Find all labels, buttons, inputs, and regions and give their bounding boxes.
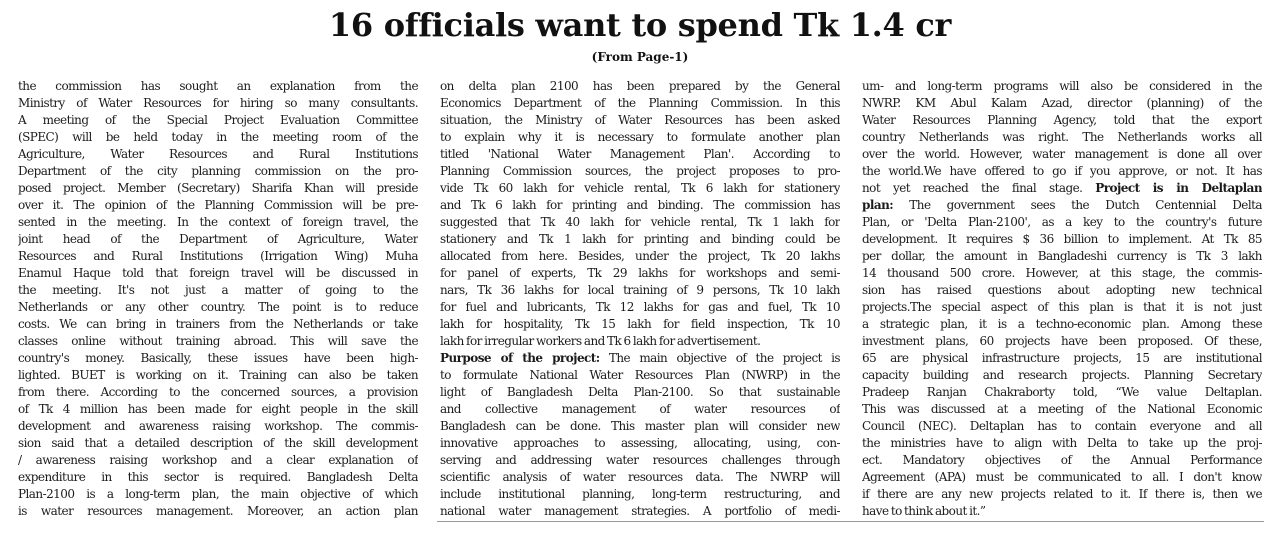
text-line: from there. According to the concerned sources, a provision xyxy=(18,385,418,399)
text-line: a strategic plan, it is a techno-economic plan. Among these xyxy=(862,317,1262,331)
text-line: Department of the city planning commission on the pro- xyxy=(18,164,418,178)
text-line: the ministries have to align with Delta to take up the proj- xyxy=(862,436,1262,450)
text-line: allocated from here. Besides, under the project, Tk 20 lakhs xyxy=(440,249,840,263)
text-line: capacity building and research projects. Planning Secretary xyxy=(862,368,1262,382)
text-line: sion said that a detailed description of the skill development xyxy=(18,436,418,450)
article-column-3 xyxy=(862,78,1262,520)
text-line: posed project. Member (Secretary) Sharifa Khan will preside xyxy=(18,181,418,195)
text-line: Planning Commission sources, the project proposes to pro- xyxy=(440,164,840,178)
text-line: for panel of experts, Tk 29 lakhs for workshops and semi- xyxy=(440,266,840,280)
subheading-deltaplan-cont: plan: xyxy=(862,198,894,212)
text-line: vide Tk 60 lakh for vehicle rental, Tk 6 lakh for stationery xyxy=(440,181,840,195)
text-line: per dollar, the amount in Bangladeshi currency is Tk 3 lakh xyxy=(862,249,1262,263)
text-line: joint head of the Department of Agriculture, Water xyxy=(18,232,418,246)
text-line: expenditure in this sector is required. Bangladesh Delta xyxy=(18,470,418,484)
text-line: investment plans, 60 projects have been proposed. Of these, xyxy=(862,334,1262,348)
text-line: national water management strategies. A portfolio of medi- xyxy=(440,504,840,518)
text-line: Plan-2100 is a long-term plan, the main objective of which xyxy=(18,487,418,501)
continuation-note: (From Page-1) xyxy=(591,50,689,64)
text-line: over it. The opinion of the Planning Commission will be pre- xyxy=(18,198,418,212)
text-line: Bangladesh can be done. This master plan will consider new xyxy=(440,419,840,433)
text-line xyxy=(862,180,1262,197)
text-line: of Tk 4 million has been made for eight people in the skill xyxy=(18,402,418,416)
text-line: serving and addressing water resources challenges through xyxy=(440,453,840,467)
text-line: Plan, or 'Delta Plan-2100', as a key to the country's future xyxy=(862,215,1262,229)
text-line: Netherlands or any other country. The point is to reduce xyxy=(18,300,418,314)
text-line: if there are any new projects related to it. If there is, then we xyxy=(862,487,1262,501)
text-line: have to think about it.” xyxy=(862,504,986,518)
headline: 16 officials want to spend Tk 1.4 cr xyxy=(328,6,952,44)
text-line: lakh for irregular workers and Tk 6 lakh for advertisement. xyxy=(440,334,761,348)
text-line: for fuel and lubricants, Tk 12 lakhs for gas and fuel, Tk 10 xyxy=(440,300,840,314)
text-line: Pradeep Ranjan Chakraborty told, “We value Deltaplan. xyxy=(862,385,1262,399)
text-line: on delta plan 2100 has been prepared by the General xyxy=(440,79,840,93)
text-line: Water Resources Planning Agency, told that the export xyxy=(862,113,1262,127)
text-line: NWRP. KM Abul Kalam Azad, director (planning) of the xyxy=(862,96,1262,110)
text-line: and collective management of water resources of xyxy=(440,402,840,416)
text-line: innovative approaches to assessing, allocating, using, con- xyxy=(440,436,840,450)
text-line: sented in the meeting. In the context of foreign travel, the xyxy=(18,215,418,229)
text-line: suggested that Tk 40 lakh for vehicle rental, Tk 1 lakh for xyxy=(440,215,840,229)
text-line: Economics Department of the Planning Commission. In this xyxy=(440,96,840,110)
text-line: lighted. BUET is working on it. Training can also be taken xyxy=(18,368,418,382)
text-line: ect. Mandatory objectives of the Annual Performance xyxy=(862,453,1262,467)
text-line: nars, Tk 36 lakhs for local training of 9 persons, Tk 10 lakh xyxy=(440,283,840,297)
text-line: A meeting of the Special Project Evaluation Committee xyxy=(18,113,418,127)
text-line: lakh for hospitality, Tk 15 lakh for field inspection, Tk 10 xyxy=(440,317,840,331)
text-line: over the world. However, water management is done all over xyxy=(862,147,1262,161)
text-line: um- and long-term programs will also be considered in the xyxy=(862,79,1262,93)
text-line: Agreement (APA) must be communicated to all. I don't know xyxy=(862,470,1262,484)
subheading-deltaplan: Project is in Deltaplan xyxy=(1095,181,1262,195)
article-column-1 xyxy=(18,78,418,520)
text-line: country Netherlands was right. The Netherlands works all xyxy=(862,130,1262,144)
text-line: costs. We can bring in trainers from the Netherlands or take xyxy=(18,317,418,331)
text-line: development and awareness raising workshop. The commis- xyxy=(18,419,418,433)
text-span: The government sees the Dutch Centennial Delta xyxy=(893,198,1262,212)
text-line: 65 are physical infrastructure projects, 15 are institutional xyxy=(862,351,1262,365)
text-line: sion has raised questions about adopting new technical xyxy=(862,283,1262,297)
text-line: to explain why it is necessary to formulate another plan xyxy=(440,130,840,144)
text-line: classes online without training abroad. This will save the xyxy=(18,334,418,348)
text-line: the meeting. It's not just a matter of going to the xyxy=(18,283,418,297)
text-line xyxy=(440,350,840,367)
article-column-2 xyxy=(440,78,840,520)
text-line: projects.The special aspect of this plan is that it is not just xyxy=(862,300,1262,314)
text-line: and Tk 6 lakh for printing and binding. The commission has xyxy=(440,198,840,212)
text-line: Council (NEC). Deltaplan has to contain everyone and all xyxy=(862,419,1262,433)
text-line: titled 'National Water Management Plan'. According to xyxy=(440,147,840,161)
text-line: 14 thousand 500 crore. However, at this stage, the commis- xyxy=(862,266,1262,280)
bottom-rule xyxy=(437,521,1264,522)
text-span: not yet reached the final stage. xyxy=(862,181,1083,195)
text-line: stationery and Tk 1 lakh for printing and binding could be xyxy=(440,232,840,246)
text-line: include institutional planning, long-term restructuring, and xyxy=(440,487,840,501)
text-line: country's money. Basically, these issues have been high- xyxy=(18,351,418,365)
text-line: Resources and Rural Institutions (Irrigation Wing) Muha xyxy=(18,249,418,263)
text-line: Agriculture, Water Resources and Rural Institutions xyxy=(18,147,418,161)
subheading-purpose: Purpose of the project: xyxy=(440,351,600,365)
text-line: is water resources management. Moreover, an action plan xyxy=(18,504,418,518)
text-line: to formulate National Water Resources Plan (NWRP) in the xyxy=(440,368,840,382)
text-line: / awareness raising workshop and a clear explanation of xyxy=(18,453,418,467)
text-line: the world.We have offered to go if you approve, or not. It has xyxy=(862,164,1262,178)
text-line: scientific analysis of water resources data. The NWRP will xyxy=(440,470,840,484)
text-line: Enamul Haque told that foreign travel will be discussed in xyxy=(18,266,418,280)
text-line xyxy=(862,197,1262,214)
text-line: situation, the Ministry of Water Resources has been asked xyxy=(440,113,840,127)
text-span: The main objective of the project is xyxy=(608,351,840,365)
text-line: Ministry of Water Resources for hiring so many consultants. xyxy=(18,96,418,110)
text-line: light of Bangladesh Delta Plan-2100. So that sustainable xyxy=(440,385,840,399)
text-line: the commission has sought an explanation from the xyxy=(18,79,418,93)
text-line: This was discussed at a meeting of the National Economic xyxy=(862,402,1262,416)
text-line: development. It requires $ 36 billion to implement. At Tk 85 xyxy=(862,232,1262,246)
text-line: (SPEC) will be held today in the meeting room of the xyxy=(18,130,418,144)
